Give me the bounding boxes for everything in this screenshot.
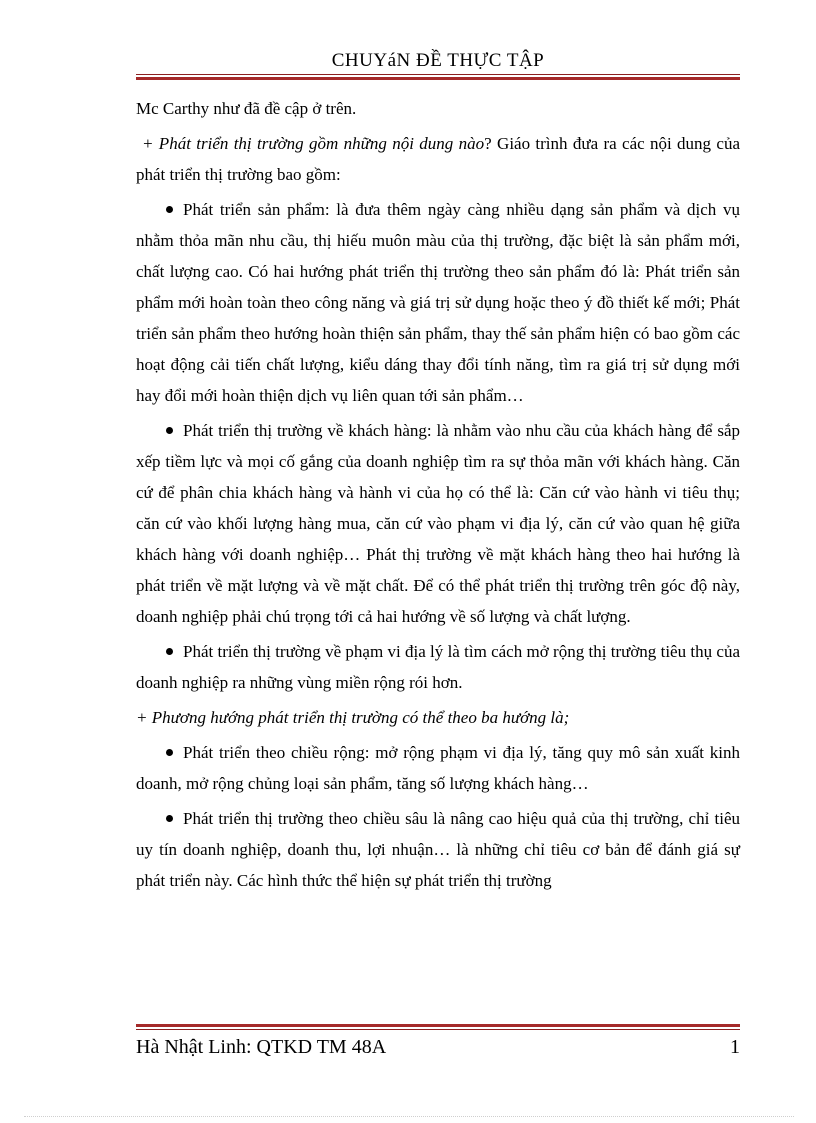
page-break-divider <box>24 1116 794 1117</box>
bullet-text: Phát triển sản phẩm: là đưa thêm ngày càng nhiều dạng sản phẩm và dịch vụ nhằm thỏa mãn nhu cầu, thị hiếu muôn màu của thị trường, đặc biệt là sản phẩm mới, chất lượng cao. Có hai hướng phát triển thị trường theo sản phẩm đó là: Phát triển sản phẩm mới hoàn toàn theo công năng và giá trị sử dụng hoặc theo ý đồ thiết kế mới; Phát triển sản phẩm theo hướng hoàn thiện sản phẩm, thay thế sản phẩm hiện có bao gồm các hoạt động cải tiến chất lượng, kiểu dáng thay đổi tính năng, tìm ra giá trị sử dụng mới hay đổi mới hoàn thiện dịch vụ liên quan tới sản phẩm… <box>136 200 740 405</box>
bullet-customer <box>136 415 740 632</box>
bullet-text: Phát triển thị trường về khách hàng: là nhằm vào nhu cầu của khách hàng để sắp xếp tiềm lực và mọi cố gắng của doanh nghiệp tìm ra sự thỏa mãn với khách hàng. Căn cứ để phân chia khách hàng và hành vi của họ có thể là: Căn cứ vào hành vi tiêu thụ; căn cứ vào khối lượng hàng mua, căn cứ vào phạm vi địa lý, căn cứ vào quan hệ giữa khách hàng với doanh nghiệp… Phát thị trường về mặt khách hàng theo hai hướng là phát triển về mặt lượng và về mặt chất. Để có thể phát triển thị trường trên góc độ này, doanh nghiệp phải chú trọng tới cả hai hướng về số lượng và chất lượng. <box>136 421 740 626</box>
bullet-breadth <box>136 737 740 799</box>
page-header-title: CHUYáN ĐỀ THỰC TẬP <box>331 50 545 71</box>
bullet-icon <box>166 648 173 655</box>
bullet-geography <box>136 636 740 698</box>
footer-rule <box>136 1024 740 1030</box>
question-italic: + Phát triển thị trường gồm những nội dung nào <box>142 134 485 153</box>
bullet-icon <box>166 815 173 822</box>
page-number: 1 <box>730 1036 740 1058</box>
bullet-product <box>136 194 740 411</box>
header-rule <box>136 74 740 80</box>
paragraph-intro: Mc Carthy như đã đề cập ở trên. <box>136 99 357 118</box>
question-rest: ? Giáo trình đưa ra các nội dung của phát triển thị trường bao gồm: <box>136 134 740 184</box>
bullet-text: Phát triển thị trường theo chiều sâu là nâng cao hiệu quả của thị trường, chỉ tiêu uy tín doanh nghiệp, doanh thu, lợi nhuận… là những chỉ tiêu cơ bản để đánh giá sự phát triển này. Các hình thức thể hiện sự phát triển thị trường <box>136 809 740 890</box>
page-footer <box>136 1036 740 1059</box>
bullet-depth <box>136 803 740 896</box>
paragraph-direction <box>136 702 740 733</box>
bullet-icon <box>166 206 173 213</box>
footer-author: Hà Nhật Linh: QTKD TM 48A <box>136 1036 387 1058</box>
document-body <box>136 93 740 900</box>
paragraph-question <box>136 128 740 190</box>
bullet-icon <box>166 427 173 434</box>
bullet-icon <box>166 749 173 756</box>
bullet-text: Phát triển theo chiều rộng: mở rộng phạm vi địa lý, tăng quy mô sản xuất kinh doanh, mở rộng chủng loại sản phẩm, tăng số lượng khách hàng… <box>136 743 740 793</box>
bullet-text: Phát triển thị trường về phạm vi địa lý là tìm cách mở rộng thị trường tiêu thụ của doanh nghiệp ra những vùng miền rộng rói hơn. <box>136 642 740 692</box>
direction-italic: + Phương hướng phát triển thị trường có thể theo ba hướng là; <box>136 708 570 727</box>
